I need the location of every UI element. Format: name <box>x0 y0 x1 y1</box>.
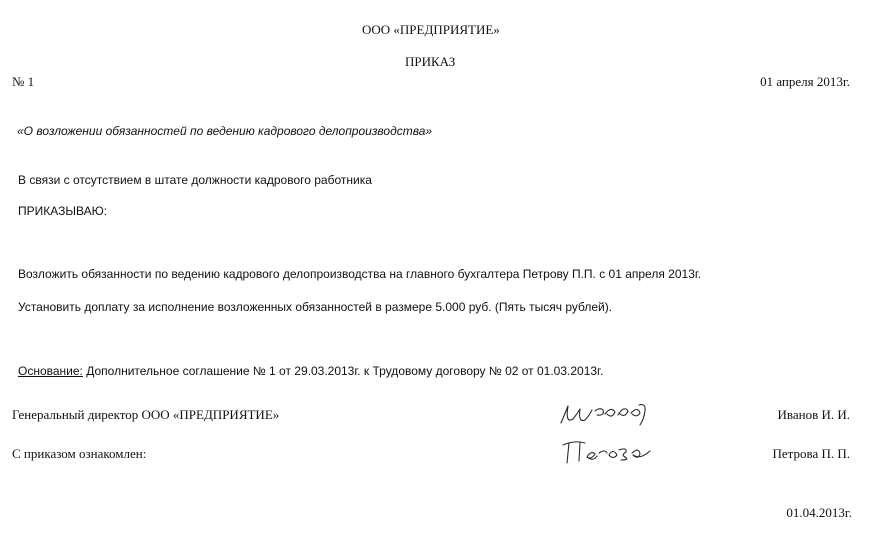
order-basis <box>18 365 603 377</box>
acknowledgement-role: С приказом ознакомлен: <box>12 446 147 461</box>
order-item-2: Установить доплату за исполнение возложенных обязанностей в размере 5.000 руб. (Пять тысяч рублей). <box>18 300 613 314</box>
order-number: № 1 <box>12 74 35 89</box>
director-name: Иванов И. И. <box>777 407 850 422</box>
employee-signature <box>560 436 660 466</box>
company-name: ООО «ПРЕДПРИЯТИЕ» <box>362 22 500 37</box>
order-command-word: ПРИКАЗЫВАЮ: <box>18 204 108 218</box>
director-signature <box>558 397 658 427</box>
order-reason: В связи с отсутствием в штате должности кадрового работника <box>18 173 372 187</box>
director-role: Генеральный директор ООО «ПРЕДПРИЯТИЕ» <box>12 407 280 422</box>
order-subject: «О возложении обязанностей по ведению кадрового делопроизводства» <box>17 124 433 138</box>
document-title: ПРИКАЗ <box>405 54 456 69</box>
order-item-1: Возложить обязанности по ведению кадрового делопроизводства на главного бухгалтера Петрову П.П. с 01 апреля 2013г. <box>18 267 702 281</box>
basis-label: Основание: <box>18 364 83 378</box>
basis-text: Дополнительное соглашение № 1 от 29.03.2013г. к Трудовому договору № 02 от 01.03.2013г. <box>82 364 604 378</box>
order-date: 01 апреля 2013г. <box>760 74 850 89</box>
acknowledgement-date: 01.04.2013г. <box>786 505 852 520</box>
employee-name: Петрова П. П. <box>772 446 850 461</box>
